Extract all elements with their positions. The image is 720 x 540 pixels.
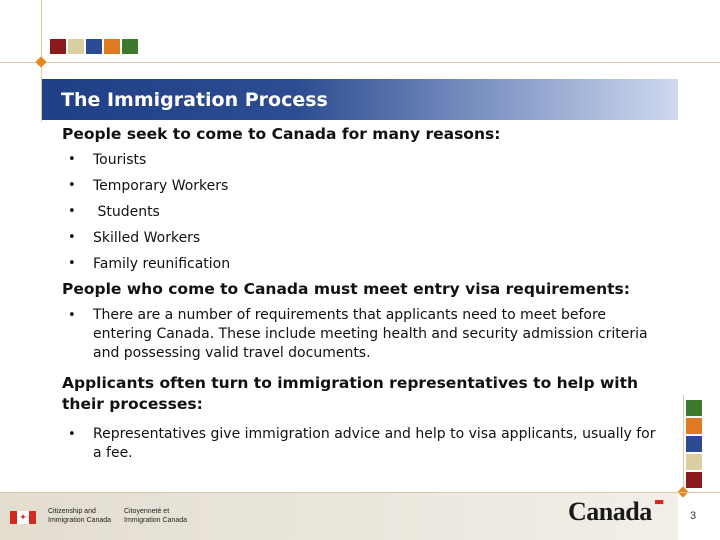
bullet-icon: • [68,256,76,271]
decor-top-squares [50,39,138,54]
page-number: 3 [690,510,697,522]
section-heading-requirements: People who come to Canada must meet entry visa requirements: [62,280,630,298]
decor-square [122,39,138,54]
bullet-icon: • [68,178,76,193]
list-item: • There are a number of requirements that applicants need to meet before entering Canada. These include meeting health and security admission criteria and possessing valid travel documents. [68,307,648,361]
bullet-icon: • [68,427,76,442]
maple-leaf-icon: ▬ [654,495,665,508]
bullet-icon: • [68,204,76,219]
list-item: • Tourists [62,147,662,173]
slide-title-bar [42,79,678,120]
bullet-icon: • [68,308,76,323]
department-name-fr: Citoyenneté et Immigration Canada [124,508,188,524]
requirements-list [62,306,662,363]
decor-square [686,454,702,470]
list-item: • Skilled Workers [62,225,662,251]
decor-square [686,472,702,488]
bullet-icon: • [68,230,76,245]
decor-square [686,436,702,452]
decor-square [68,39,84,54]
list-item: • Family reunification [62,251,662,277]
canada-flag-icon: ✦ [10,511,36,524]
decor-square [104,39,120,54]
section-heading-reasons: People seek to come to Canada for many reasons: [62,125,501,143]
decor-square [50,39,66,54]
reasons-list [62,147,662,277]
decor-square [686,418,702,434]
section-heading-representatives: Applicants often turn to immigration representatives to help with their processes: [62,374,639,413]
list-item: • Students [62,199,662,225]
decor-side-squares [686,400,702,488]
decor-square [686,400,702,416]
canada-wordmark: Canada [568,497,652,526]
department-name-en: Citizenship and Immigration Canada [48,508,112,524]
decor-square [86,39,102,54]
bullet-icon: • [68,152,76,167]
representatives-list [62,425,662,463]
decor-diamond-icon [35,56,46,67]
slide-title: The Immigration Process [61,88,328,111]
footer [0,493,678,540]
slide-content [62,124,662,463]
list-item: • Temporary Workers [62,173,662,199]
list-item: • Representatives give immigration advice and help to visa applicants, usually for a fee. [68,426,656,461]
decor-side-line [683,395,684,492]
decor-horizontal-line [0,62,720,63]
